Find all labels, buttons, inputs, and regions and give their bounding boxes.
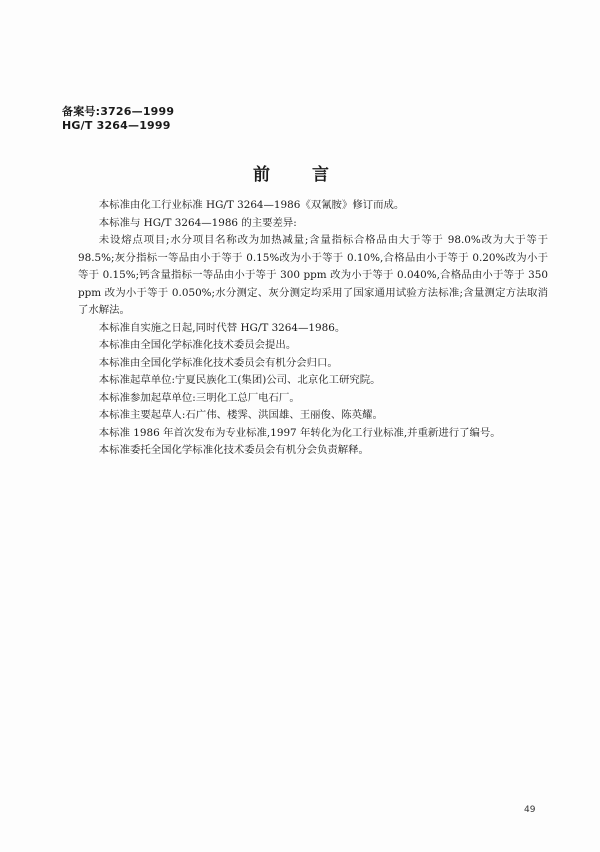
paragraph-replaces: 本标准自实施之日起,同时代替 HG/T 3264—1986。 xyxy=(98,321,346,334)
page-number: 49 xyxy=(524,805,536,815)
foreword-body xyxy=(78,197,548,460)
paragraph-differences-intro: 本标准与 HG/T 3264—1986 的主要差异: xyxy=(98,216,297,229)
paragraph-revision-source: 本标准由化工行业标准 HG/T 3264—1986《双氰胺》修订而成。 xyxy=(98,199,405,211)
paragraph-drafting-unit: 本标准起草单位:宁夏民族化工(集团)公司、北京化工研究院。 xyxy=(98,374,381,386)
paragraph-interpretation: 本标准委托全国化学标准化技术委员会有机分会负责解释。 xyxy=(98,444,369,456)
paragraph-differences-detail: 未设熔点项目;水分项目名称改为加热减量;含量指标合格品由大于等于 98.0%改为大于等于 98.5%;灰分指标一等品由小于等于 0.15%改为小于等于 0.10%,合格品由小于等于 0.20%改为小于等于 0.15%;钙含量指标一等品由小于等于 300 ppm 改为小于等于 0.040%,合格品由小于等于 350 ppm 改为小于等于 0.050%;水分测定、灰分测定均采用了国家通用试验方法标准;含量测定方法取消了水解法。 xyxy=(78,234,548,316)
paragraph-drafters: 本标准主要起草人:石广伟、楼霁、洪国雄、王丽俊、陈英耀。 xyxy=(98,409,383,421)
paragraph-centralized-by: 本标准由全国化学标准化技术委员会有机分会归口。 xyxy=(98,356,338,369)
paragraph-history: 本标准 1986 年首次发布为专业标准,1997 年转化为化工行业标准,并重新进行了编号。 xyxy=(98,426,501,439)
standard-code: HG/T 3264—1999 xyxy=(62,119,171,132)
paragraph-proposed-by: 本标准由全国化学标准化技术委员会提出。 xyxy=(98,339,297,351)
paragraph-participating-unit: 本标准参加起草单位:三明化工总厂电石厂。 xyxy=(98,391,300,404)
record-number: 备案号:3726—1999 xyxy=(62,105,175,118)
section-title: 前 言 xyxy=(253,165,347,185)
